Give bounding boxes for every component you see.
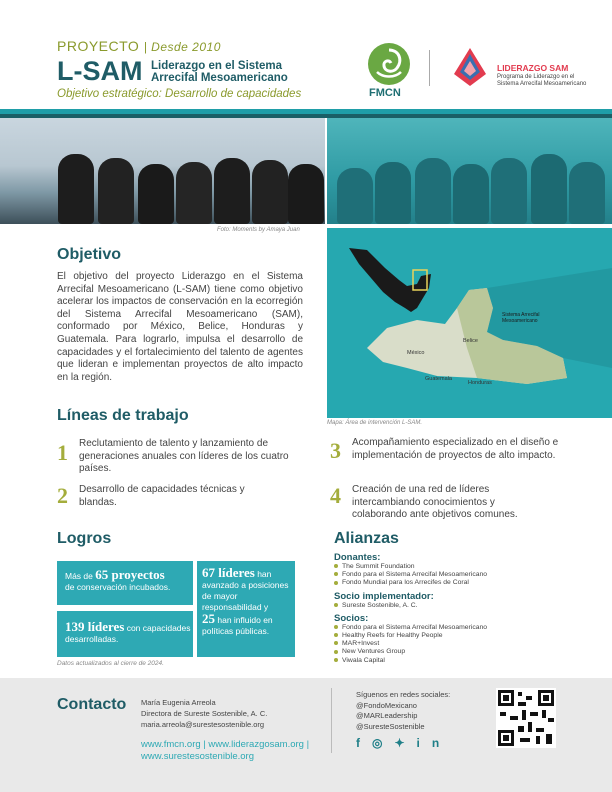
socio-item — [334, 657, 594, 665]
socio-item — [334, 624, 594, 632]
logro-posiciones-post: han avanzado a posiciones de mayor responsabilidad y — [202, 569, 289, 612]
map-caption: Mapa: Área de intervención L-SAM. — [327, 420, 423, 426]
alianzas-title: Alianzas — [334, 530, 399, 547]
datos-note: Datos actualizados al cierre de 2024. — [57, 660, 164, 667]
map-label-belice: Belice — [463, 338, 478, 344]
logro-proyectos — [57, 561, 193, 605]
contact-email[interactable]: maria.arreola@surestesostenible.org — [141, 720, 265, 729]
donante-text: Fondo Mundial para los Arrecifes de Coral — [342, 579, 469, 587]
logro-lideres-post: con capacidades desarrolladas. — [65, 623, 191, 644]
socio-implementador-text: Sureste Sostenible, A. C. — [342, 601, 418, 609]
donante-text: The Summit Foundation — [342, 563, 415, 570]
logo-divider — [429, 50, 430, 86]
linea-number-4: 4 — [330, 483, 341, 508]
logro-politicas-num: 25 — [202, 611, 215, 626]
logro-politicas-post: han influido en políticas públicas. — [202, 615, 273, 636]
liderazgo-sam-subtitle: Programa de Liderazgo en el Sistema Arrecifal Mesoamericano — [497, 74, 587, 87]
objetivo-text: El objetivo del proyecto Liderazgo en el Sistema Arrecifal Mesoamericano (L-SAM) tiene como objetivo acelerar los impactos de conservación en la ecorregión del Sistema Arrecifal Mesoamericano (SAM), conformado por México, Belice, Honduras y Guatemala. Para lograrlo, impulsa el desarrollo de capacidades y el fortalecimiento del talento de agentes que lideran e implementan proyectos de alto impacto en la región. — [57, 271, 303, 383]
facebook-icon[interactable]: f — [356, 736, 372, 750]
map-label-sam: Sistema Arrecifal Mesoamericano — [502, 312, 540, 324]
social-heading: Síguenos en redes sociales: — [356, 690, 451, 699]
social-icons — [356, 736, 451, 750]
photo-caption: Foto: Moments by Amaya Juan — [217, 227, 300, 233]
footer-divider — [331, 688, 332, 753]
contact-role: Directora de Sureste Sostenible, A. C. — [141, 709, 268, 718]
bullet-icon — [334, 564, 338, 568]
bullet-icon — [334, 658, 338, 662]
website-links-line1[interactable]: www.fmcn.org | www.liderazgosam.org | — [141, 739, 310, 750]
donante-item — [334, 579, 594, 587]
website-links-line2[interactable]: www.surestesostenible.org — [141, 751, 254, 762]
liderazgo-sam-title: LIDERAZGO SAM — [497, 63, 569, 73]
linea-text-4: Creación de una red de líderes intercambiando conocimientos y colaborando ante objetivos comunes. — [352, 484, 518, 520]
linea-text-2: Desarrollo de capacidades técnicas y blandas. — [79, 484, 245, 508]
linea-number-2: 2 — [57, 483, 68, 508]
donantes-heading: Donantes: — [334, 552, 381, 563]
fmcn-logo-text: FMCN — [369, 87, 401, 99]
proyecto-text: PROYECTO — [57, 38, 140, 54]
logro-proyectos-post: de conservación incubados. — [65, 582, 171, 592]
fmcn-logo — [367, 42, 411, 86]
logro-lideres — [57, 611, 193, 657]
twitter-icon[interactable]: ✦ — [394, 736, 417, 750]
team-photo — [0, 118, 325, 224]
qr-code[interactable] — [496, 688, 556, 748]
map-label-honduras: Honduras — [468, 380, 492, 386]
since-text: | Desde 2010 — [143, 40, 221, 54]
socio-text: MAR+Invest — [342, 640, 380, 648]
objetivo-title: Objetivo — [57, 246, 122, 263]
socio-text: Viwala Capital — [342, 656, 385, 664]
social-handle-mar[interactable]: @MARLeadership — [356, 711, 418, 720]
linea-text-3: Acompañamiento especializado en el diseño e implementación de proyectos de alto impacto. — [352, 437, 559, 461]
socio-item — [334, 632, 594, 640]
socio-text: New Ventures Group — [342, 648, 406, 656]
bullet-icon — [334, 633, 338, 637]
socios-heading: Socios: — [334, 612, 369, 624]
donante-item — [334, 563, 594, 571]
donante-text: Fondo para el Sistema Arrecifal Mesoamericano — [342, 571, 488, 579]
contact-name: María Eugenia Arreola — [141, 698, 216, 707]
bullet-icon — [334, 603, 338, 607]
project-label — [57, 38, 221, 54]
linea-text-1: Reclutamiento de talento y lanzamiento de generaciones anuales con líderes de los cuatro países. — [79, 438, 289, 474]
logros-title: Logros — [57, 530, 112, 547]
intervention-map — [327, 228, 612, 418]
socio-text: Fondo para el Sistema Arrecifal Mesoamericano — [342, 623, 488, 631]
social-handle-fmcn[interactable]: @FondoMexicano — [356, 700, 417, 710]
logro-proyectos-num: 65 proyectos — [95, 567, 165, 582]
contacto-title: Contacto — [57, 696, 127, 713]
logro-posiciones-num: 67 líderes — [202, 565, 255, 580]
logro-proyectos-pre: Más de — [65, 571, 96, 581]
contact-details — [141, 697, 267, 730]
project-full-name: Liderazgo en el Sistema Arrecifal Mesoamericano — [151, 60, 288, 84]
social-handle-sureste[interactable]: @SuresteSostenible — [356, 721, 425, 731]
logro-posiciones — [197, 561, 295, 657]
bullet-icon — [334, 650, 338, 654]
lineas-title: Líneas de trabajo — [57, 407, 189, 424]
bullet-icon — [334, 572, 338, 576]
social-handles — [356, 690, 450, 732]
map-graphic — [327, 228, 612, 418]
instagram-icon[interactable]: ◎ — [372, 736, 395, 750]
socio-implementador-item — [334, 602, 594, 610]
bullet-icon — [334, 625, 338, 629]
linea-number-1: 1 — [57, 440, 68, 465]
alianzas-list — [334, 552, 594, 665]
logro-lideres-num: 139 líderes — [65, 619, 125, 634]
bullet-icon — [334, 641, 338, 645]
map-label-guatemala: Guatemala — [425, 376, 452, 382]
strategic-objective: Objetivo estratégico: Desarrollo de capacidades — [57, 88, 302, 100]
linkedin-icon[interactable]: in — [416, 736, 452, 750]
bullet-icon — [334, 581, 338, 585]
map-label-mexico: México — [407, 350, 425, 356]
socio-text: Healthy Reefs for Healthy People — [342, 632, 443, 640]
team-photo-tinted — [327, 118, 612, 224]
liderazgo-sam-logo — [450, 44, 490, 88]
project-name: L-SAM — [57, 56, 143, 86]
website-links — [141, 739, 309, 763]
socio-item — [334, 648, 594, 656]
socio-implementador-heading: Socio implementador: — [334, 590, 434, 602]
socio-item — [334, 640, 594, 648]
linea-number-3: 3 — [330, 438, 341, 463]
donante-item — [334, 571, 594, 579]
